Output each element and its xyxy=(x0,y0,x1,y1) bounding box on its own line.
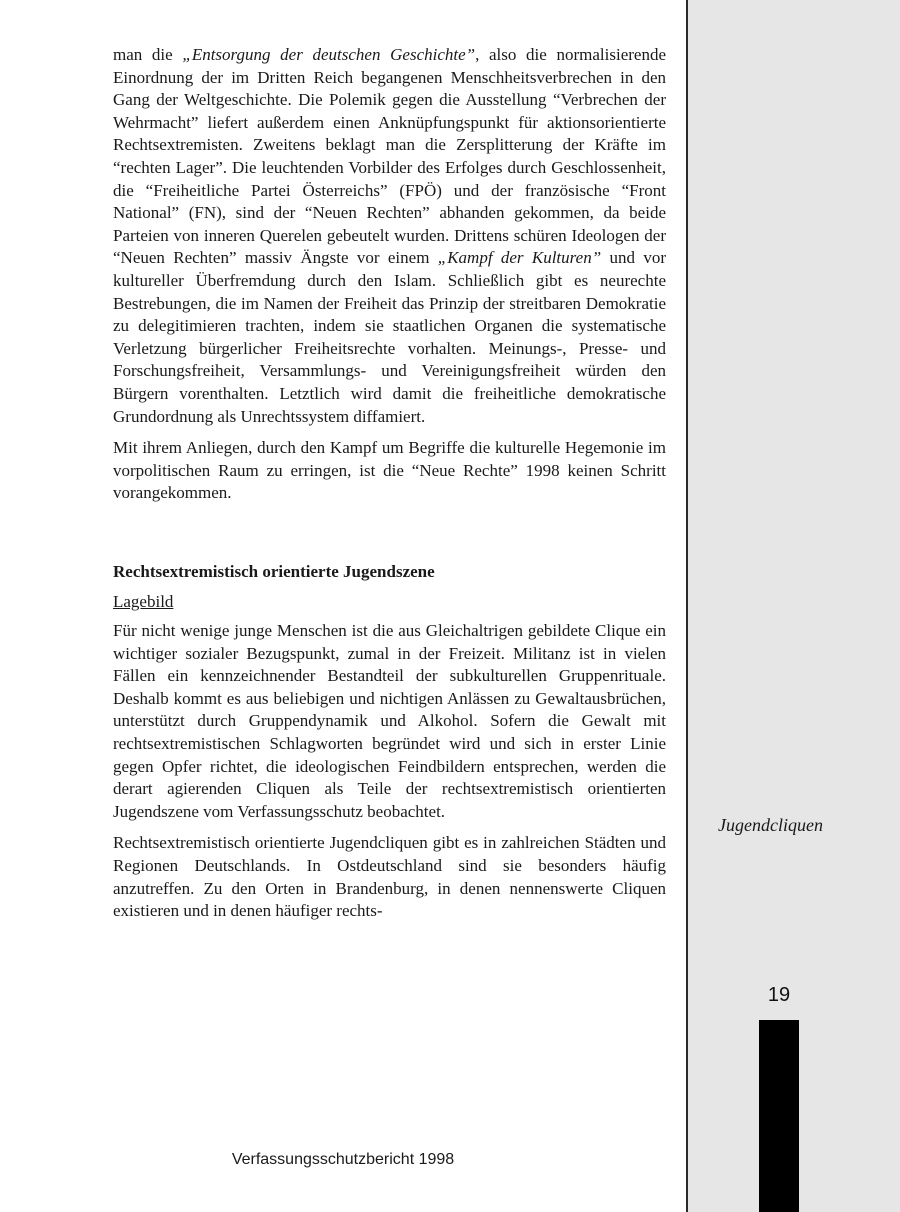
margin-note: Jugendcliquen xyxy=(718,815,823,835)
page-tab-marker xyxy=(759,1020,799,1212)
paragraph-4: Rechtsextremistisch orientierte Jugendcliquen gibt es in zahlreichen Städten und Regionen Deutschlands. In Ostdeutschland sind sie besonders häufig anzutreffen. Zu den Orten in Brandenburg, in denen nennenswerte Cliquen existieren und in denen häufiger rechts- xyxy=(113,833,666,921)
paragraph-3: Für nicht wenige junge Menschen ist die aus Gleichaltrigen gebildete Clique ein wichtiger sozialer Bezugspunkt, zumal in der Freizeit. Militanz ist in vielen Fällen ein kennzeichnender Bestandteil der subkulturellen Gruppenrituale. Deshalb kommt es aus beliebigen und nichtigen Anlässen zu Gewaltausbrüchen, unterstützt durch Gruppendynamik und Alkohol. Sofern die Gewalt mit rechtsextremistischen Schlagworten begründet wird und sich in erster Linie gegen Opfer richtet, die ideologischen Feindbildern entsprechen, werden die derart agierenden Cliquen als Teile der rechtsextremistisch orientierten Jugendszene vom Verfassungsschutz beobachtet. xyxy=(113,621,666,821)
paragraph-1-text-b: , also die normalisierende Einordnung der im Dritten Reich begangenen Menschheitsverbrechen in den Gang der Weltgeschichte. Die Polemik gegen die Ausstellung “Verbrechen der Wehrmacht” liefert außerdem einen Anknüpfungspunkt für aktionsorientierte Rechtsextremisten. Zweitens beklagt man die Zersplitterung der Kräfte im “rechten Lager”. Die leuchtenden Vorbilder des Erfolges durch Geschlossenheit, die “Freiheitliche Partei Österreichs” (FPÖ) und der französische “Front National” (FN), sind der “Neuen Rechten” abhanden gekommen, da beide Parteien von inneren Querelen gebeutelt wurden. Drittens schüren Ideologen der “Neuen Rechten” massiv Ängste vor einem xyxy=(113,45,666,268)
paragraph-1-quote-a: „Entsorgung der deutschen Geschichte” xyxy=(182,45,476,64)
section-heading: Rechtsextremistisch orientierte Jugendszene xyxy=(113,561,435,581)
paragraph-1-text-c: und vor kultureller Überfremdung durch den Islam. Schließlich gibt es neurechte Bestrebungen, die im Namen der Freiheit das Prinzip der streitbaren Demokratie zu delegitimieren trachten, indem sie staatlichen Organen die systematische Verletzung bürgerlicher Freiheitsrechte vorhalten. Meinungs-, Presse- und Forschungsfreiheit, Versammlungs- und Vereinigungsfreiheit würden den Bürgern vorenthalten. Letztlich wird damit die freiheitliche demokratische Grundordnung als Unrechtssystem diffamiert. xyxy=(113,248,666,426)
section-subheading: Lagebild xyxy=(113,592,174,612)
paragraph-1-text-a: man die xyxy=(113,45,183,64)
page-footer: Verfassungsschutzbericht 1998 xyxy=(231,1151,455,1168)
body-text xyxy=(113,44,666,932)
paragraph-2: Mit ihrem Anliegen, durch den Kampf um Begriffe die kulturelle Hegemonie im vorpolitischen Raum zu erringen, ist die “Neue Rechte” 1998 keinen Schritt vorangekommen. xyxy=(113,438,666,503)
page-number: 19 xyxy=(767,984,791,1006)
paragraph-1 xyxy=(113,44,666,428)
paragraph-1-quote-b: „Kampf der Kulturen” xyxy=(437,248,602,268)
